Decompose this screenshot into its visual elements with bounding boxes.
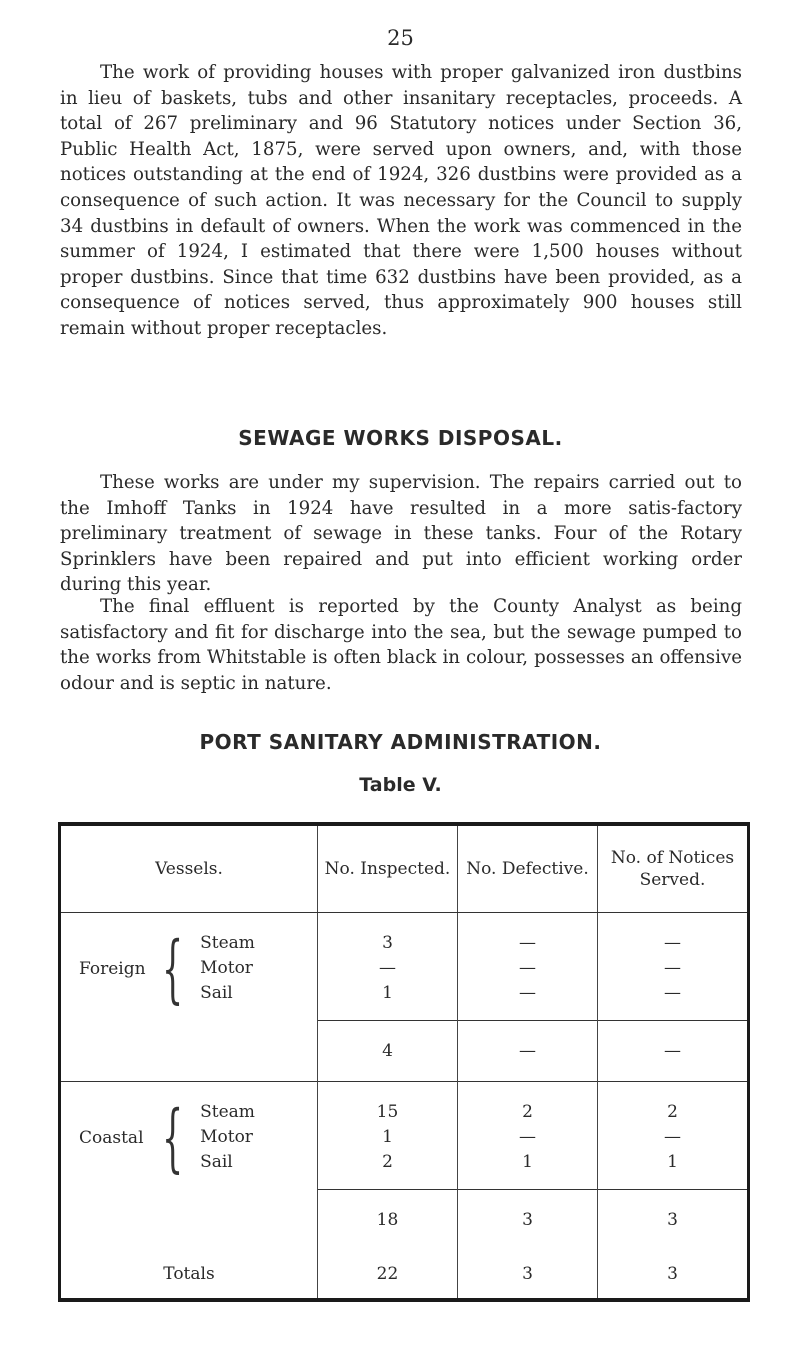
value: 1 [522, 1152, 533, 1172]
header-vessels: Vessels. [60, 824, 318, 913]
table-row-foreign [60, 913, 749, 1021]
cell-coastal-category [60, 1082, 318, 1190]
value: — [519, 983, 536, 1003]
totals-notices: 3 [598, 1250, 749, 1300]
coastal-subtotal-notices: 3 [598, 1190, 749, 1251]
heading-port-sanitary: PORT SANITARY ADMINISTRATION. [199, 730, 602, 754]
header-notices: No. of Notices Served. [598, 824, 749, 913]
totals-inspected: 22 [318, 1250, 458, 1300]
foreign-subtotal-notices: — [598, 1021, 749, 1082]
paragraph-dustbins-text: The work of providing houses with proper galvanized iron dustbins in lieu of baskets, tubs and other insanitary receptacles, proceeds. A total of 267 preliminary and 96 Statutory notices under Section 36, Public Health Act, 1875, were served upon owners, and, with those notices outstanding at the end of 1924, 326 dustbins were provided as a consequence of such action. It was necessary for the Council to supply 34 dustbins in default of owners. When the work was commenced in the summer of 1924, I estimated that there were 1,500 houses without proper dustbins. Since that time 632 dustbins have been provided, as a consequence of notices served, thus approximately 900 houses still remain without proper receptacles. [60, 62, 742, 339]
vessel-type: Motor [200, 958, 253, 979]
value: — [379, 958, 396, 978]
vessel-type: Motor [200, 1127, 253, 1148]
table-row-foreign-subtotal [60, 1021, 749, 1082]
vessels-table [58, 822, 750, 1302]
value: — [519, 933, 536, 953]
brace-icon: { [161, 1094, 184, 1181]
value: 1 [667, 1152, 678, 1172]
value: — [664, 983, 681, 1003]
paragraph-sewage-2-text: The final effluent is reported by the County Analyst as being satisfactory and fit for discharge into the sea, but the sewage pumped to the works from Whitstable is often black in colour, possesses an offensive odour and is septic in nature. [60, 596, 742, 694]
vessel-type: Steam [200, 933, 255, 954]
category-label-coastal: Coastal [79, 1127, 144, 1148]
vessel-type: Sail [200, 1152, 233, 1173]
vessel-types-coastal [200, 1100, 255, 1175]
value: 15 [376, 1102, 399, 1122]
value: — [664, 958, 681, 978]
category-label-foreign: Foreign [79, 958, 146, 979]
vessel-types-foreign [200, 931, 255, 1006]
header-defective: No. Defective. [458, 824, 598, 913]
brace-icon: { [161, 925, 184, 1012]
paragraph-sewage-2 [60, 594, 742, 696]
value: — [664, 1127, 681, 1147]
value: 2 [667, 1102, 678, 1122]
foreign-subtotal-defective: — [458, 1021, 598, 1082]
table-row-coastal-subtotal [60, 1190, 749, 1251]
table-header-row [60, 824, 749, 913]
cell-foreign-category [60, 913, 318, 1021]
cell-foreign-inspected [318, 913, 458, 1021]
totals-label: Totals [163, 1264, 215, 1284]
coastal-subtotal-inspected: 18 [318, 1190, 458, 1251]
value: 2 [522, 1102, 533, 1122]
value: 1 [382, 983, 393, 1003]
cell-coastal-defective [458, 1082, 598, 1190]
value: — [519, 1127, 536, 1147]
heading-sewage-works: SEWAGE WORKS DISPOSAL. [238, 426, 563, 450]
totals-defective: 3 [458, 1250, 598, 1300]
paragraph-sewage-1 [60, 470, 742, 598]
value: — [664, 933, 681, 953]
vessel-type: Steam [200, 1102, 255, 1123]
value: 3 [382, 933, 393, 953]
coastal-subtotal-defective: 3 [458, 1190, 598, 1251]
header-inspected: No. Inspected. [318, 824, 458, 913]
value: 2 [382, 1152, 393, 1172]
paragraph-sewage-1-text: These works are under my supervision. The repairs carried out to the Imhoff Tanks in 1924 have resulted in a more satis-factory preliminary treatment of sewage in these tanks. Four of the Rotary Sprinklers have been repaired and put into efficient working order during this year. [60, 472, 742, 596]
foreign-subtotal-inspected: 4 [318, 1021, 458, 1082]
table-row-coastal [60, 1082, 749, 1190]
cell-foreign-defective [458, 913, 598, 1021]
cell-coastal-subtotal-label [60, 1190, 318, 1251]
page-number: 25 [387, 26, 414, 50]
cell-coastal-inspected [318, 1082, 458, 1190]
value: — [519, 958, 536, 978]
paragraph-dustbins [60, 60, 742, 342]
vessel-type: Sail [200, 983, 233, 1004]
cell-foreign-notices [598, 913, 749, 1021]
table-row-totals [60, 1250, 749, 1300]
value: 1 [382, 1127, 393, 1147]
table-title: Table V. [359, 774, 442, 796]
cell-coastal-notices [598, 1082, 749, 1190]
cell-foreign-subtotal-label [60, 1021, 318, 1082]
